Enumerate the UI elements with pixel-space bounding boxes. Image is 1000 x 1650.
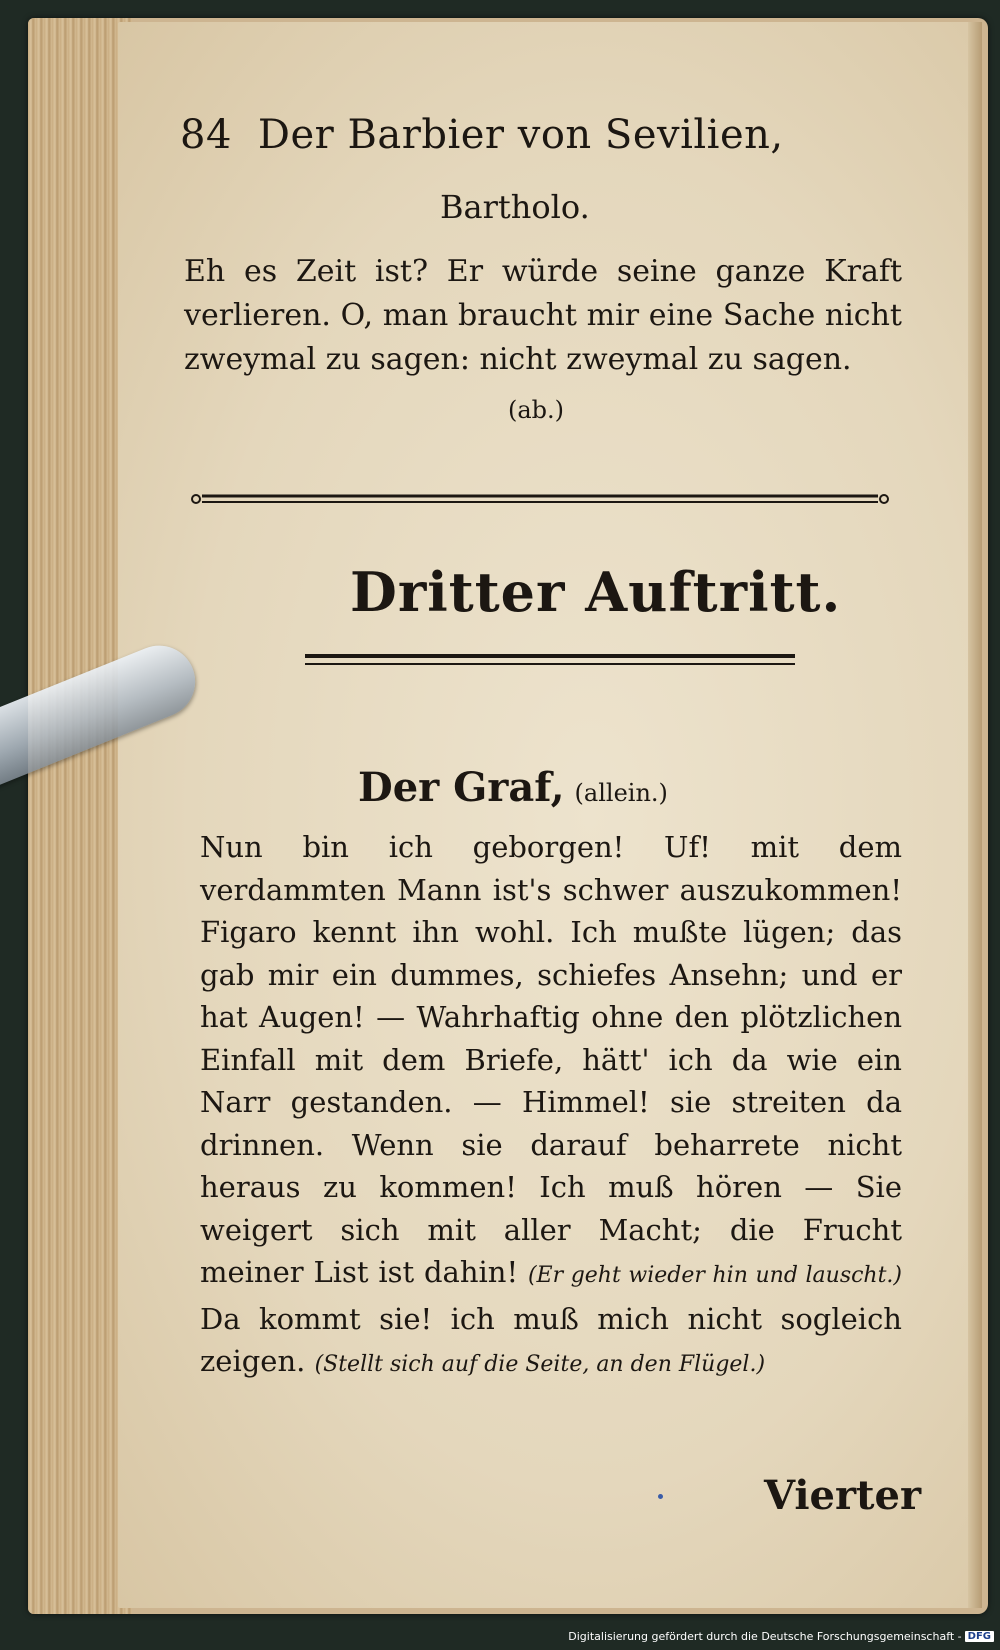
character-heading [358, 764, 668, 811]
monologue-text-a: Nun bin ich geborgen! Uf! mit dem verdammten Mann ist's schwer auszukommen! Figaro kennt ihn wohl. Ich mußte lügen; das gab mir ein dummes, schiefes Ansehn; und er hat Augen! — Wahrhaftig ohne den plötzlichen Einfall mit dem Briefe, hätt' ich da wie ein Narr gestanden. — Himmel! sie streiten da drinnen. Wenn sie darauf beharrete nicht heraus zu kommen! Ich muß hören — Sie weigert sich mit aller Macht; die Frucht meiner List ist dahin! [200, 830, 902, 1289]
page-number: 84 [180, 112, 232, 158]
page-right-edge [968, 22, 982, 1608]
double-rule [305, 652, 795, 668]
monologue-text-b: Da kommt sie! ich muß mich nicht sogleich zeigen. [200, 1301, 902, 1378]
digitization-credit [568, 1630, 994, 1643]
catchword: Vierter [764, 1472, 922, 1519]
character-name: Der Graf, [358, 764, 565, 811]
dialogue-paragraph-1: Eh es Zeit ist? Er würde seine ganze Kraft verlieren. O, man braucht mir eine Sache nicht zweymal zu sagen: nicht zweymal zu sagen. [184, 254, 902, 377]
ornamental-rule [190, 492, 890, 506]
speaker-name: Bartholo. [440, 188, 590, 226]
page-edges [28, 18, 132, 1614]
stage-direction-aside: (Stellt sich auf die Seite, an den Flügel.) [314, 1352, 766, 1377]
stage-direction-exit: (ab.) [508, 396, 565, 424]
running-title: Der Barbier von Sevilien, [257, 112, 784, 158]
character-aside: (allein.) [574, 779, 668, 807]
running-head [180, 112, 820, 158]
dfg-logo[interactable]: DFG [965, 1631, 994, 1642]
monologue-paragraph [200, 826, 902, 1387]
scene-title: Dritter Auftritt. [350, 560, 842, 624]
ink-dot [658, 1494, 663, 1499]
credit-text: Digitalisierung gefördert durch die Deutsche Forschungsgemeinschaft - [568, 1630, 962, 1643]
stage-direction-listen: (Er geht wieder hin und lauscht.) [527, 1263, 903, 1288]
